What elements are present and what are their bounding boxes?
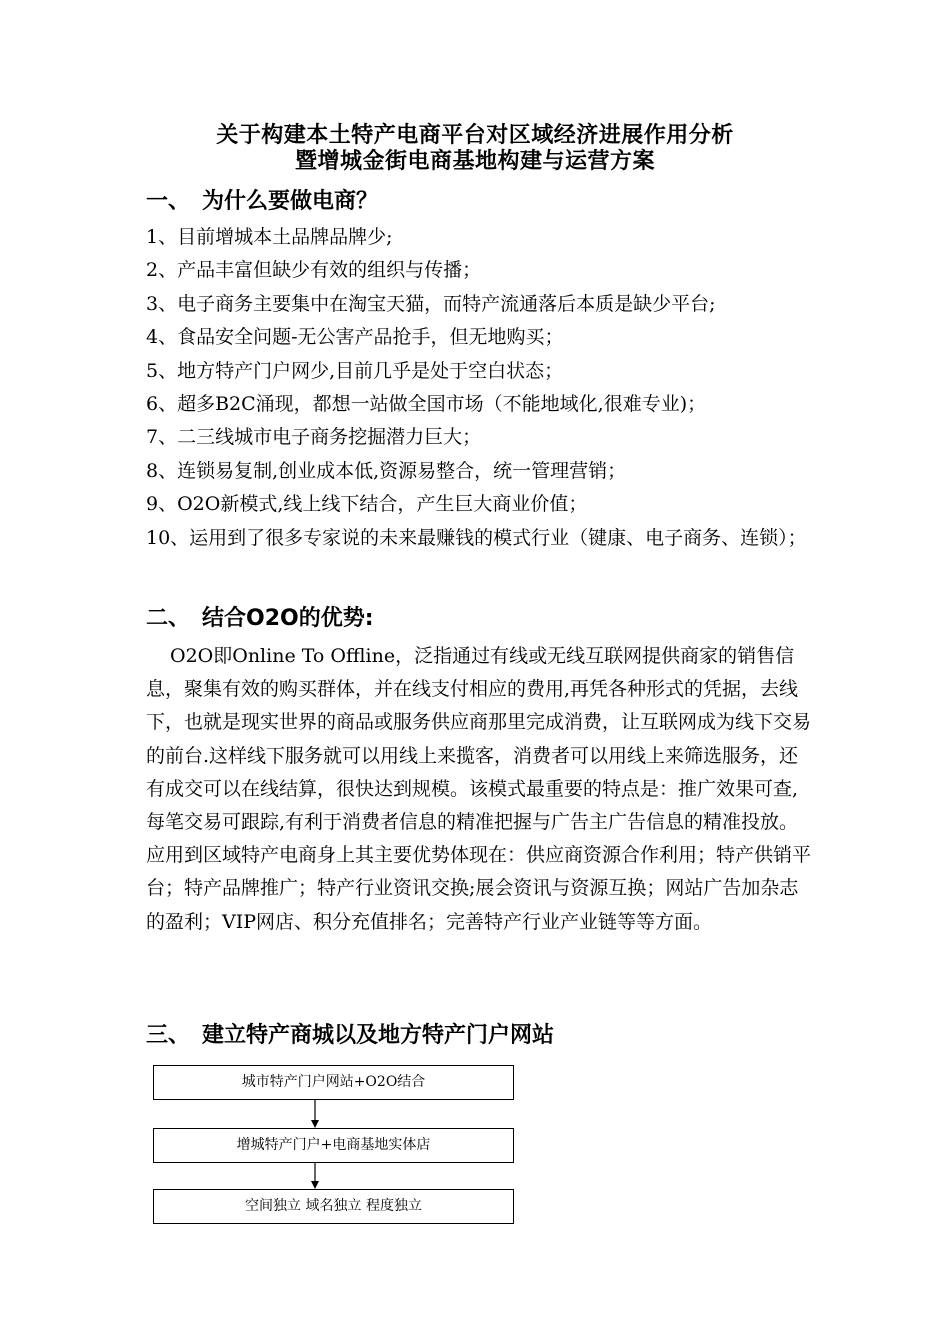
list-item: 1、目前增城本土品牌品牌少; xyxy=(146,226,393,248)
section3-heading xyxy=(146,1021,554,1051)
list-item: 5、地方特产门户网少,目前几乎是处于空白状态； xyxy=(146,359,564,382)
document-title-line2: 暨增城金街电商基地构建与运营方案 xyxy=(294,149,655,174)
list-item: 2、产品丰富但缺少有效的组织与传播； xyxy=(146,259,482,282)
flow-arrow-2 xyxy=(311,1163,319,1189)
list-item: 3、电子商务主要集中在淘宝天猫，而特产流通落后本质是缺少平台; xyxy=(146,292,716,315)
section2-heading-text: 结合O2O的优势: xyxy=(202,606,374,631)
section3-heading-text: 建立特产商城以及地方特产门户网站 xyxy=(202,1023,555,1048)
flow-arrow-1 xyxy=(311,1100,319,1128)
list-item: 10、运用到了很多专家说的未来最赚钱的模式行业（键康、电子商务、连锁）； xyxy=(146,526,807,549)
list-item: 8、连锁易复制,创业成本低,资源易整合，统一管理营销； xyxy=(146,459,627,482)
list-item: 9、O2O新模式,线上线下结合，产生巨大商业价值； xyxy=(146,493,588,516)
reasons-list xyxy=(146,221,826,555)
flow-box-portal-o2o: 城市特产门户网站+O2O结合 xyxy=(153,1065,514,1100)
list-item: 7、二三线城市电子商务挖掘潜力巨大； xyxy=(146,426,482,449)
section2-heading xyxy=(146,604,374,634)
section2-number: 二、 xyxy=(146,606,191,631)
flow-box-portal-store: 增城特产门户+电商基地实体店 xyxy=(153,1128,514,1163)
document-title-line1: 关于构建本土特产电商平台对区域经济进展作用分析 xyxy=(216,123,734,148)
list-item: 4、食品安全问题-无公害产品抢手，但无地购买； xyxy=(146,326,564,349)
flow-box-independence: 空间独立 域名独立 程度独立 xyxy=(153,1189,514,1224)
section1-number: 一、 xyxy=(146,189,191,214)
section1-heading-text: 为什么要做电商？ xyxy=(202,189,379,214)
o2o-paragraph: O2O即Online To Offline，泛指通过有线或无线互联网提供商家的销售信息，聚集有效的购买群体，并在线支付相应的费用,再凭各种形式的凭据，去线下，也就是现实世界的商品或服务供应商那里完成消费，让互联网成为线下交易的前台.这样线下服务就可以用线上来揽客，消费者可以用线上来筛选服务，还有成交可以在线结算，很快达到规模。该模式最重要的特点是：推广效果可查,每笔交易可跟踪,有利于消费者信息的精准把握与广告主广告信息的精准投放。应用到区域特产电商身上其主要优势体现在：供应商资源合作利用；特产供销平台；特产品牌推广；特产行业资讯交换;展会资讯与资源互换；网站广告加杂志的盈利；VIP网店、积分充值排名；完善特产行业产业链等等方面。 xyxy=(146,645,812,933)
section3-number: 三、 xyxy=(146,1023,191,1048)
list-item: 6、超多B2C涌现，都想一站做全国市场（不能地域化,很难专业)； xyxy=(146,393,707,416)
section1-heading xyxy=(146,187,378,217)
